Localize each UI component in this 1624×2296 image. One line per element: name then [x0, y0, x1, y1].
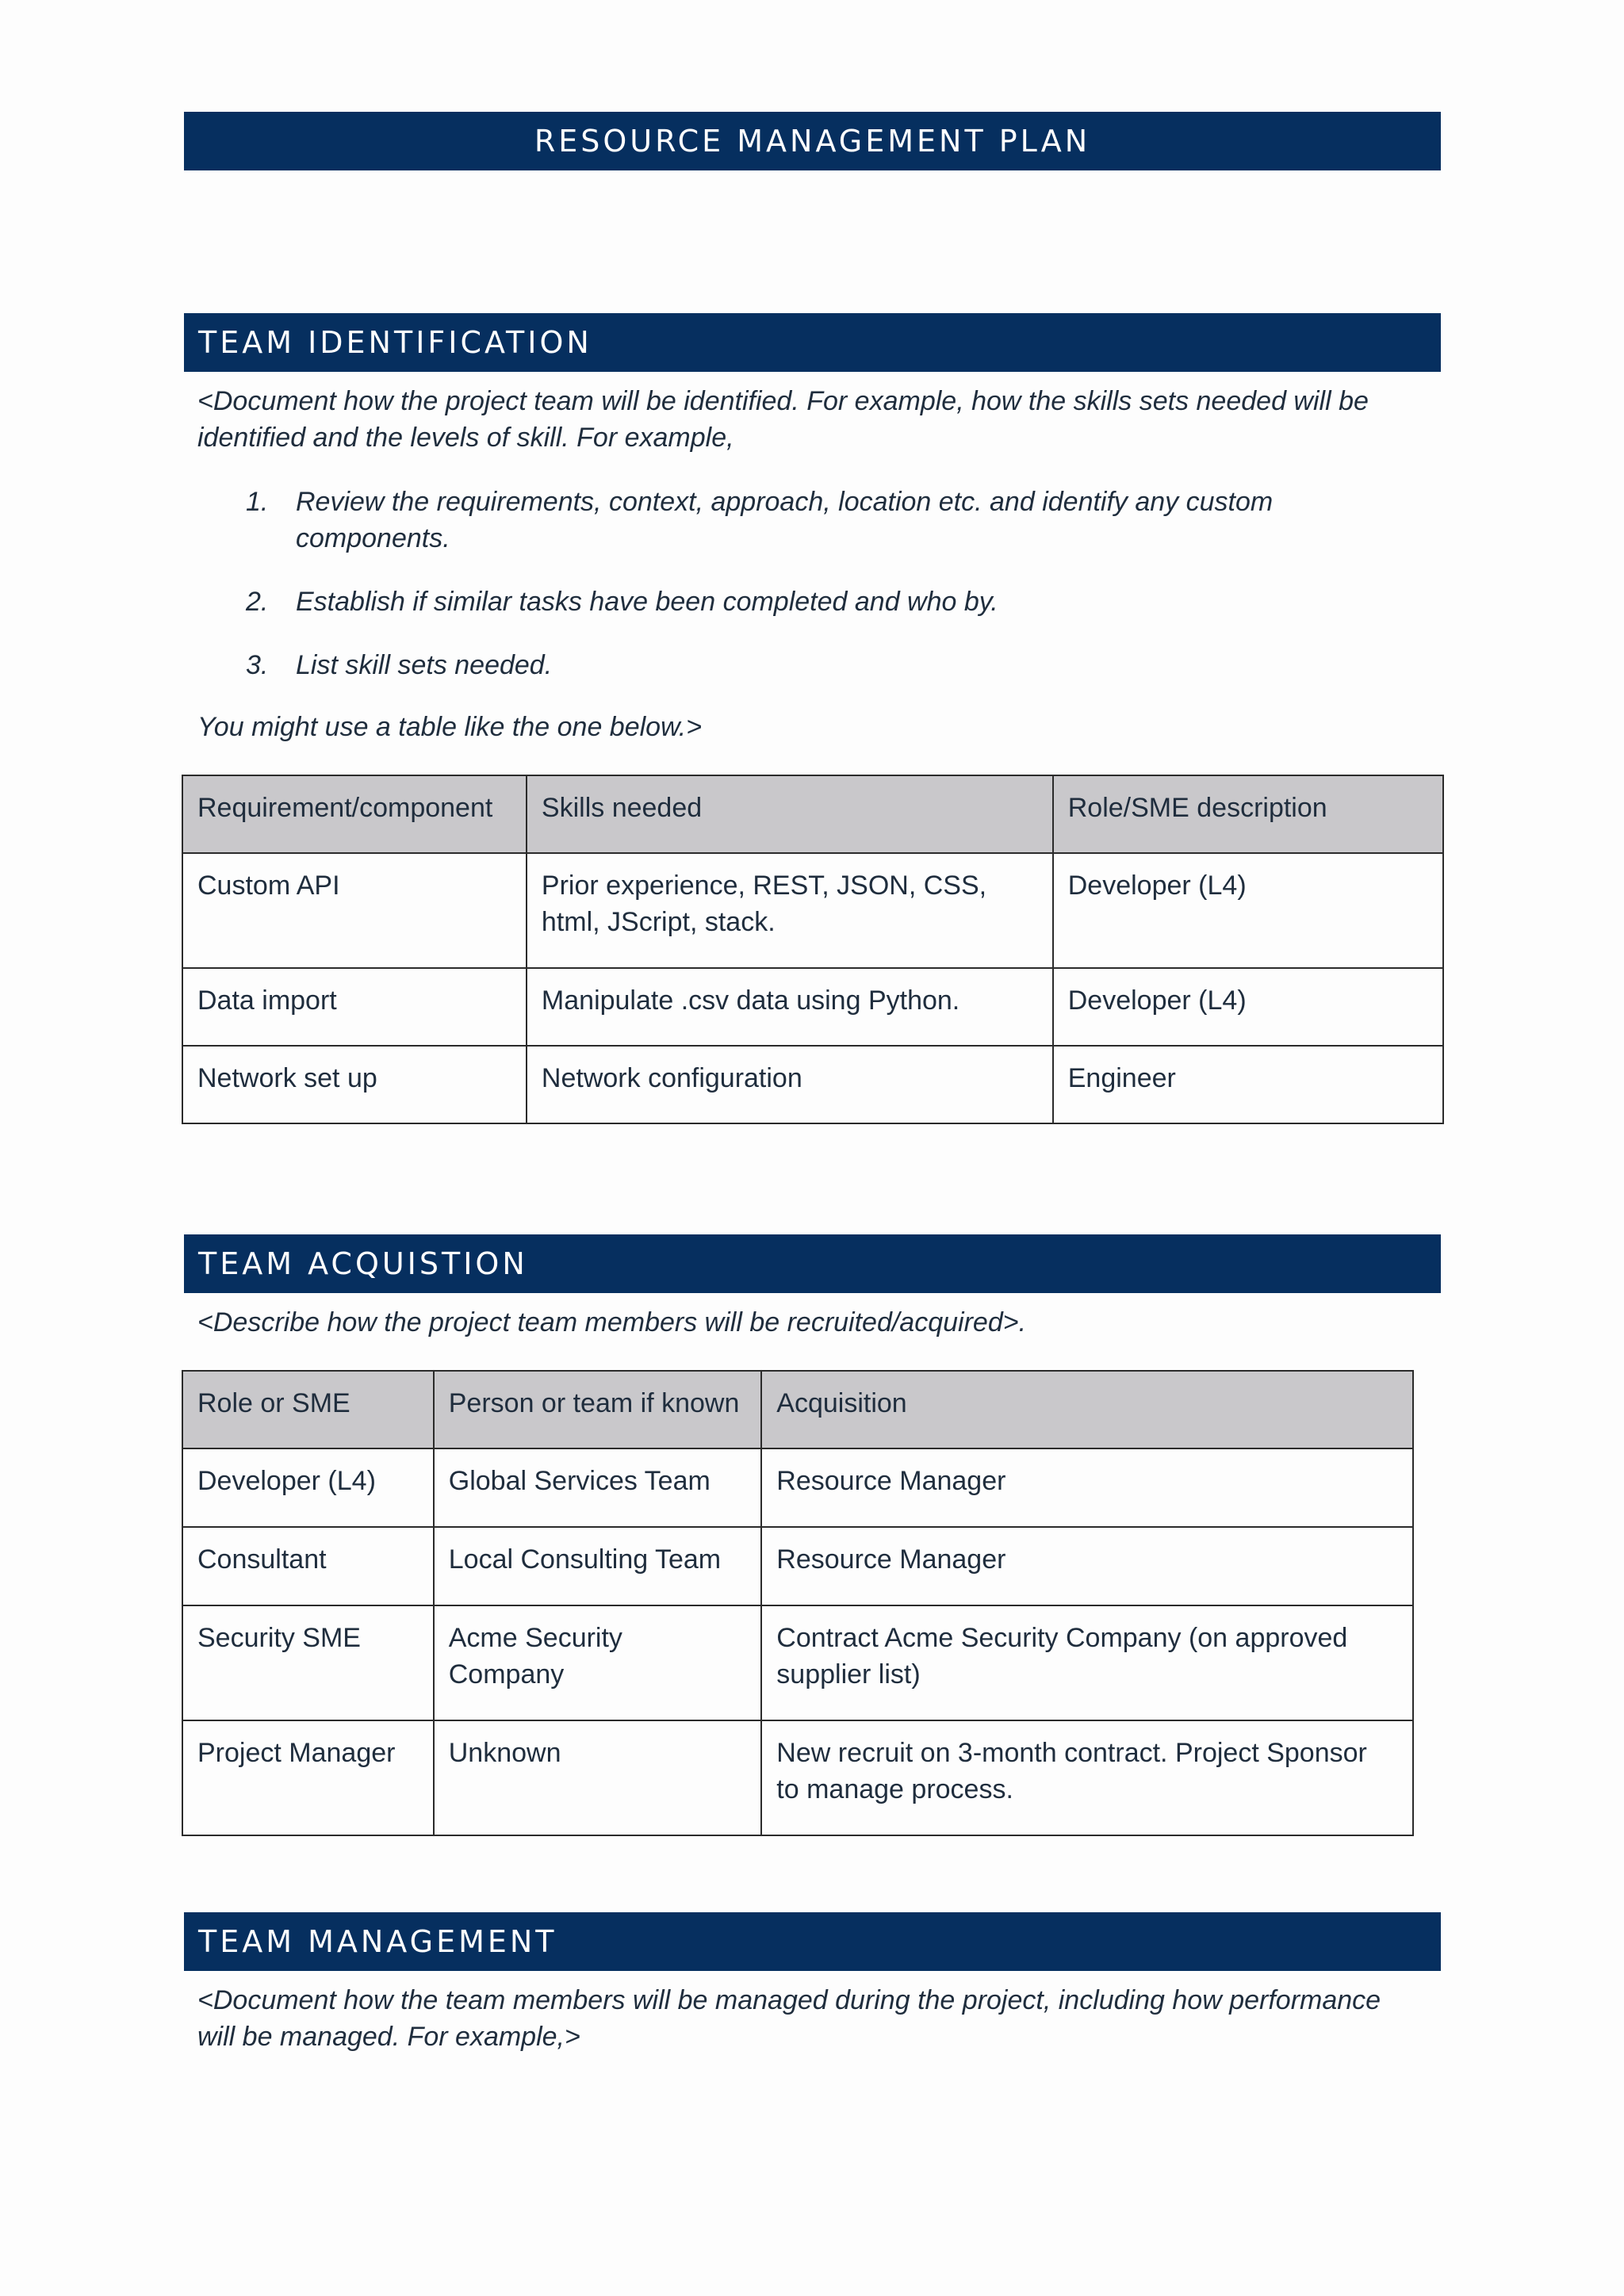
table-cell: Security SME: [182, 1605, 434, 1720]
list-text: components.: [296, 523, 450, 553]
table-header-row: [182, 1371, 1413, 1448]
list-item: [246, 484, 1273, 557]
identification-closing: You might use a table like the one below.>: [197, 712, 703, 742]
table-cell: Engineer: [1053, 1046, 1443, 1123]
table-header-cell: Role/SME description: [1053, 775, 1443, 853]
table-header-cell: Role or SME: [182, 1371, 434, 1448]
section-heading-text: TEAM ACQUISTION: [198, 1246, 528, 1281]
section-heading-text: TEAM IDENTIFICATION: [198, 325, 592, 360]
section-heading-team-acquisition: [184, 1234, 1441, 1293]
intro-line: <Document how the project team will be identified. For example, how the skills sets needed will be: [197, 386, 1369, 416]
table-cell: [761, 1605, 1413, 1720]
table-row: [182, 1046, 1443, 1123]
table-header-cell: Person or team if known: [434, 1371, 762, 1448]
table-cell: Resource Manager: [761, 1448, 1413, 1527]
list-text: Review the requirements, context, approach, location etc. and identify any custom: [296, 487, 1274, 517]
section-heading-team-management: [184, 1912, 1441, 1971]
table-row: [182, 853, 1443, 968]
section-heading-team-identification: [184, 313, 1441, 372]
identification-steps-list: [246, 484, 1273, 683]
table-cell: Network set up: [182, 1046, 527, 1123]
cell-line: Contract Acme Security Company (on approved: [776, 1623, 1348, 1653]
table-cell: Developer (L4): [182, 1448, 434, 1527]
table-cell: Network configuration: [527, 1046, 1053, 1123]
table-row: [182, 1448, 1413, 1527]
intro-line: will be managed. For example,>: [197, 2022, 580, 2052]
cell-line: to manage process.: [776, 1774, 1013, 1804]
table-cell: Unknown: [434, 1720, 762, 1835]
table-cell: [761, 1720, 1413, 1835]
table-cell: Consultant: [182, 1527, 434, 1605]
list-text: List skill sets needed.: [296, 650, 553, 680]
cell-line: html, JScript, stack.: [541, 907, 776, 937]
document-title-banner: [184, 112, 1441, 170]
cell-line: New recruit on 3-month contract. Project Sponsor: [776, 1738, 1367, 1768]
cell-line: supplier list): [776, 1659, 921, 1689]
skills-table: [182, 775, 1444, 1124]
cell-line: Company: [448, 1659, 565, 1689]
table-row: [182, 968, 1443, 1046]
intro-line: identified and the levels of skill. For example,: [197, 423, 734, 453]
acquisition-table: [182, 1370, 1414, 1836]
identification-intro: [197, 383, 1442, 456]
table-cell: Developer (L4): [1053, 968, 1443, 1046]
table-row: [182, 1605, 1413, 1720]
table-row: [182, 1720, 1413, 1835]
table-cell: [527, 853, 1053, 968]
table-header-cell: Requirement/component: [182, 775, 527, 853]
table-row: [182, 1527, 1413, 1605]
list-number: 2.: [246, 587, 269, 617]
table-cell: Local Consulting Team: [434, 1527, 762, 1605]
table-header-cell: Skills needed: [527, 775, 1053, 853]
list-number: 1.: [246, 487, 269, 517]
table-cell: Custom API: [182, 853, 527, 968]
section-heading-text: TEAM MANAGEMENT: [198, 1924, 557, 1959]
document-title: RESOURCE MANAGEMENT PLAN: [534, 124, 1091, 159]
list-item: [246, 647, 1273, 683]
list-number: 3.: [246, 650, 269, 680]
list-item: [246, 584, 1273, 620]
list-text: Establish if similar tasks have been completed and who by.: [296, 587, 998, 617]
cell-line: Prior experience, REST, JSON, CSS,: [541, 871, 987, 901]
table-cell: Manipulate .csv data using Python.: [527, 968, 1053, 1046]
management-intro: [197, 1982, 1442, 2055]
intro-line: <Document how the team members will be managed during the project, including how performance: [197, 1985, 1381, 2015]
table-cell: Data import: [182, 968, 527, 1046]
table-cell: [434, 1605, 762, 1720]
table-cell: Developer (L4): [1053, 853, 1443, 968]
table-header-row: [182, 775, 1443, 853]
acquisition-intro: <Describe how the project team members will be recruited/acquired>.: [197, 1307, 1027, 1337]
table-cell: Resource Manager: [761, 1527, 1413, 1605]
table-cell: Global Services Team: [434, 1448, 762, 1527]
cell-line: Acme Security: [448, 1623, 622, 1653]
table-cell: Project Manager: [182, 1720, 434, 1835]
table-header-cell: Acquisition: [761, 1371, 1413, 1448]
